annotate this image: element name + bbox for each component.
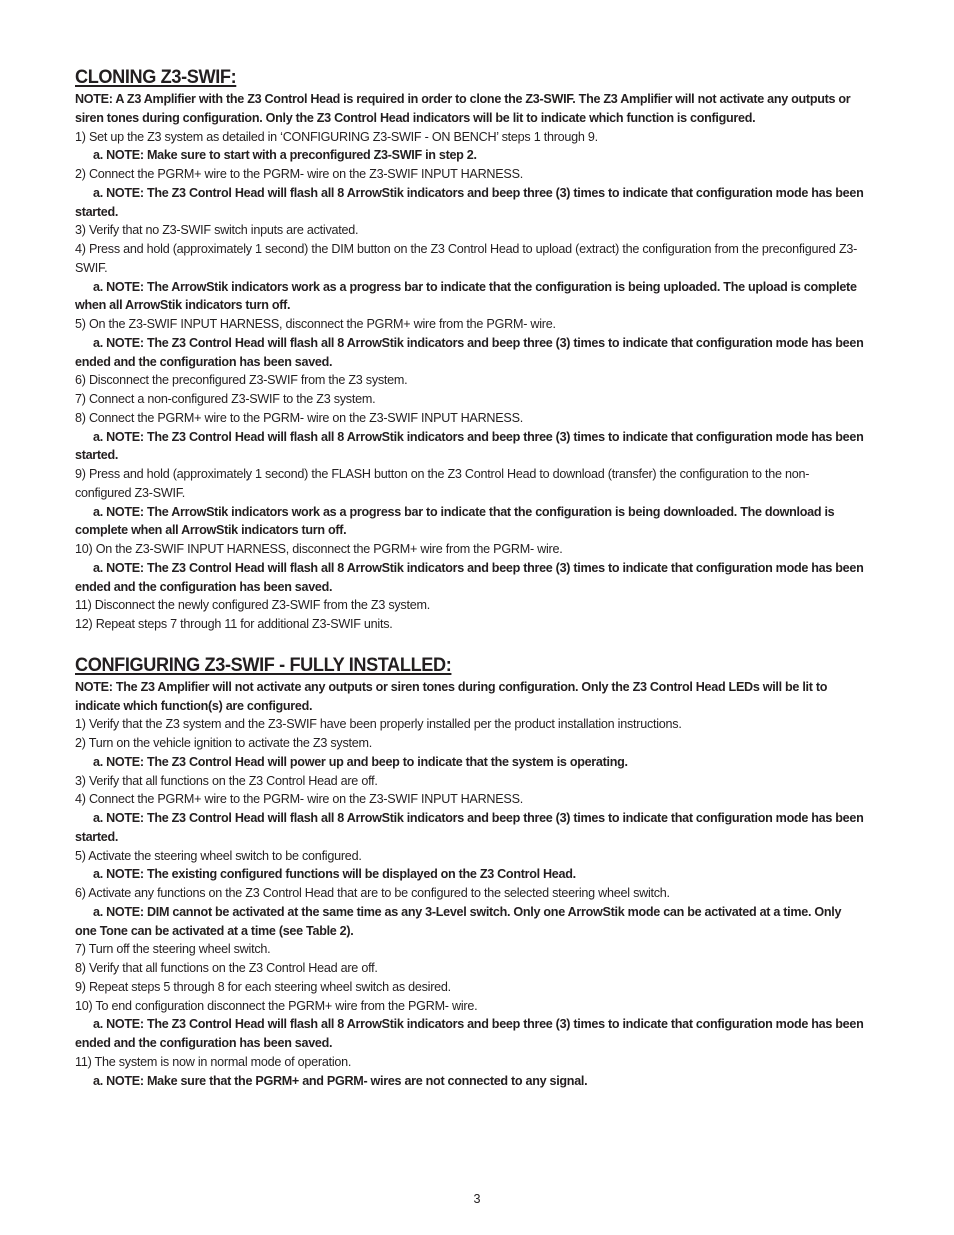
step: 9) Repeat steps 5 through 8 for each steering wheel switch as desired. (75, 979, 451, 994)
step: 5) Activate the steering wheel switch to be configured. (75, 848, 362, 863)
step: 2) Turn on the vehicle ignition to activate the Z3 system. (75, 736, 373, 750)
step-note: a. NOTE: The ArrowStik indicators work as a progress bar to indicate that the configuration is being uploaded. The upload is complete when all ArrowStik indicators turn off. (75, 279, 857, 313)
step: 10) On the Z3-SWIF INPUT HARNESS, disconnect the PGRM+ wire from the PGRM- wire. (75, 542, 563, 556)
step-note: a. NOTE: The Z3 Control Head will flash all 8 ArrowStik indicators and beep three (3) times to indicate that configuration mode has been started. (75, 811, 864, 844)
step: 4) Connect the PGRM+ wire to the PGRM- wire on the Z3-SWIF INPUT HARNESS. (75, 792, 523, 807)
step-note: a. NOTE: The Z3 Control Head will flash all 8 ArrowStik indicators and beep three (3) times to indicate that configuration mode has been started. (75, 185, 864, 219)
step-note: a. NOTE: Make sure to start with a preconfigured Z3-SWIF in step 2. (93, 148, 477, 163)
step: 10) To end configuration disconnect the PGRM+ wire from the PGRM- wire. (75, 998, 478, 1013)
section-title: CLONING Z3-SWIF: (75, 66, 237, 88)
step: 6) Activate any functions on the Z3 Control Head that are to be configured to the selected steering wheel switch. (75, 886, 670, 900)
step-note: a. NOTE: The Z3 Control Head will flash all 8 ArrowStik indicators and beep three (3) times to indicate that configuration mode has been started. (75, 429, 864, 463)
step: 6) Disconnect the preconfigured Z3-SWIF from the Z3 system. (75, 373, 408, 388)
step: 8) Connect the PGRM+ wire to the PGRM- wire on the Z3-SWIF INPUT HARNESS. (75, 410, 523, 425)
step-note: a. NOTE: The Z3 Control Head will flash all 8 ArrowStik indicators and beep three (3) times to indicate that configuration mode has been ended and the configuration has been saved. (75, 335, 864, 369)
step-note: a. NOTE: Make sure that the PGRM+ and PGRM- wires are not connected to any signal. (93, 1073, 588, 1088)
step: 5) On the Z3-SWIF INPUT HARNESS, disconnect the PGRM+ wire from the PGRM- wire. (75, 317, 556, 331)
step-note: a. NOTE: The Z3 Control Head will power up and beep to indicate that the system is operating. (93, 754, 628, 769)
step: 7) Turn off the steering wheel switch. (75, 942, 271, 957)
step: 11) Disconnect the newly configured Z3-SWIF from the Z3 system. (75, 598, 430, 613)
section-spacer (75, 634, 865, 652)
step: 4) Press and hold (approximately 1 second) the DIM button on the Z3 Control Head to upload (extract) the configuration from the preconfigured Z3-SWIF. (75, 242, 858, 275)
section-title: CONFIGURING Z3-SWIF - FULLY INSTALLED: (75, 653, 452, 676)
step: 12) Repeat steps 7 through 11 for additional Z3-SWIF units. (75, 617, 393, 631)
step-note: a. NOTE: The Z3 Control Head will flash all 8 ArrowStik indicators and beep three (3) times to indicate that configuration mode has been ended and the configuration has been saved. (75, 1017, 864, 1050)
section-cloning (75, 64, 865, 634)
step: 3) Verify that all functions on the Z3 Control Head are off. (75, 773, 378, 788)
page-number: 3 (473, 1192, 481, 1206)
step: 8) Verify that all functions on the Z3 Control Head are off. (75, 961, 378, 975)
section-note: NOTE: The Z3 Amplifier will not activate any outputs or siren tones during configuration. Only the Z3 Control Head LEDs will be lit to indicate which function(s) are configured. (75, 679, 828, 713)
step-note: a. NOTE: The Z3 Control Head will flash all 8 ArrowStik indicators and beep three (3) times to indicate that configuration mode has been ended and the configuration has been saved. (75, 560, 864, 594)
step: 9) Press and hold (approximately 1 second) the FLASH button on the Z3 Control Head to download (transfer) the configuration to the non-configured Z3-SWIF. (75, 467, 810, 500)
step: 1) Set up the Z3 system as detailed in ‘CONFIGURING Z3-SWIF - ON BENCH’ steps 1 through 9. (75, 129, 598, 144)
step: 3) Verify that no Z3-SWIF switch inputs are activated. (75, 223, 359, 238)
step-note: a. NOTE: The ArrowStik indicators work as a progress bar to indicate that the configuration is being downloaded. The download is complete when all ArrowStik indicators turn off. (75, 504, 835, 538)
step: 2) Connect the PGRM+ wire to the PGRM- wire on the Z3-SWIF INPUT HARNESS. (75, 167, 523, 181)
section-note: NOTE: A Z3 Amplifier with the Z3 Control Head is required in order to clone the Z3-SWIF. The Z3 Amplifier will not activate any outputs or siren tones during configuration. Only the Z3 Control Head indicators will be lit to indicate which function is configured. (75, 92, 851, 125)
step-note: a. NOTE: The existing configured functions will be displayed on the Z3 Control Head. (93, 867, 576, 882)
step-note: a. NOTE: DIM cannot be activated at the same time as any 3-Level switch. Only one ArrowStik mode can be activated at a time. Only one Tone can be activated at a time (see Table 2). (75, 904, 842, 938)
step: 1) Verify that the Z3 system and the Z3-SWIF have been properly installed per the product installation instructions. (75, 717, 682, 732)
document-page (75, 64, 865, 1090)
section-fully-installed (75, 652, 865, 1091)
step: 7) Connect a non-configured Z3-SWIF to the Z3 system. (75, 392, 376, 406)
step: 11) The system is now in normal mode of operation. (75, 1054, 352, 1069)
